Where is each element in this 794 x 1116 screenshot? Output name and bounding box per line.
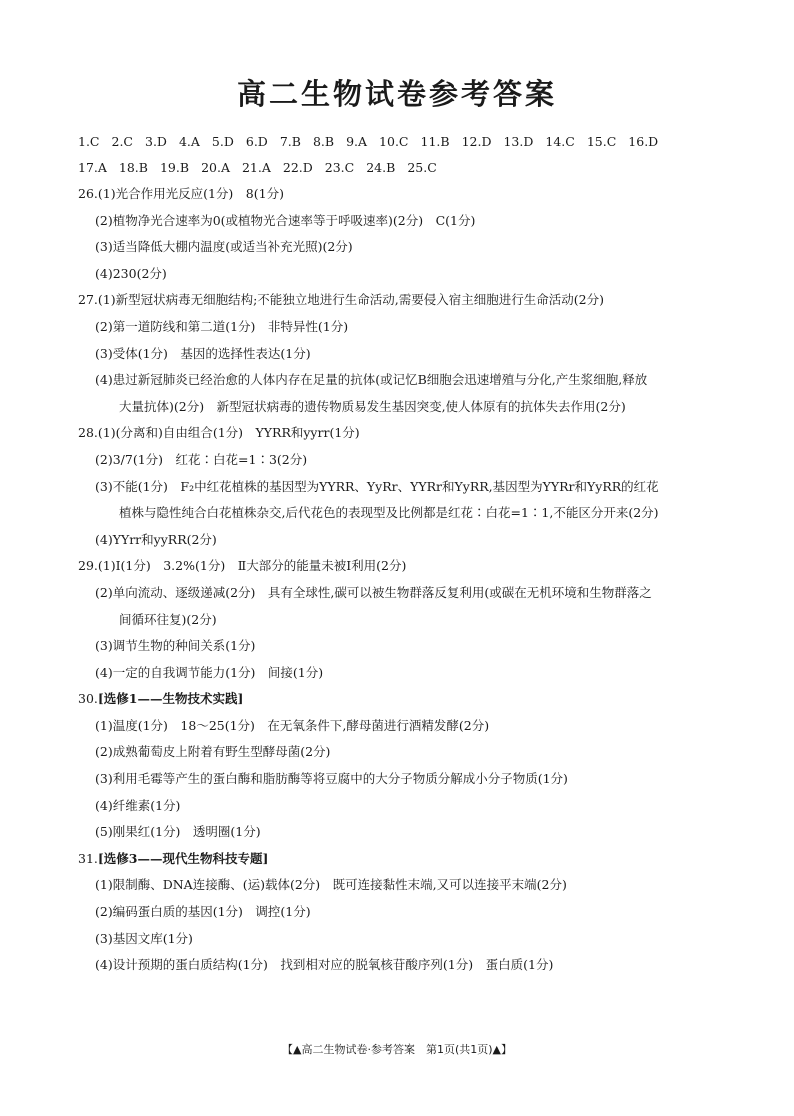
answer-line: (4)纤维素(1分)	[95, 797, 181, 813]
answer-line: (4)一定的自我调节能力(1分) 间接(1分)	[95, 664, 324, 680]
question-27	[78, 287, 738, 420]
mc-answer: 12.D	[461, 134, 492, 149]
mc-answer: 20.A	[201, 160, 230, 175]
answer-line: (3)受体(1分) 基因的选择性表达(1分)	[95, 345, 311, 361]
answer-line: (3)利用毛霉等产生的蛋白酶和脂肪酶等将豆腐中的大分子物质分解成小分子物质(1分)	[95, 771, 568, 787]
mc-answer: 7.B	[279, 134, 301, 149]
mc-answer: 18.B	[118, 160, 148, 175]
mc-answer: 5.D	[211, 134, 234, 149]
answer-line: (4)230(2分)	[95, 265, 167, 281]
answer-line: (3)不能(1分) F₂中红花植株的基因型为YYRR、YyRr、YYRr和YyRR,基因型为YYRr和YyRR的红花	[95, 478, 659, 494]
page-title: 高二生物试卷参考答案	[236, 77, 557, 111]
answer-line-continued: 间循环往复)(2分)	[119, 611, 217, 627]
mc-answer: 15.C	[586, 134, 617, 149]
mc-answer: 11.B	[420, 134, 450, 149]
mc-answer: 17.A	[78, 160, 107, 175]
mc-answer: 9.A	[346, 134, 368, 149]
mc-answer: 3.D	[145, 134, 167, 149]
answer-line: (4)患过新冠肺炎已经治愈的人体内存在足量的抗体(或记忆B细胞会迅速增殖与分化,产生浆细胞,释放	[95, 372, 648, 388]
mc-answer: 13.D	[503, 134, 534, 149]
answer-line: (2)编码蛋白质的基因(1分) 调控(1分)	[95, 904, 311, 920]
mc-answer: 19.B	[159, 160, 190, 175]
mc-answer: 22.D	[282, 160, 313, 175]
answer-line: (5)刚果红(1分) 透明圈(1分)	[95, 824, 261, 840]
question-number: 30.	[78, 691, 98, 707]
mc-answer: 6.D	[245, 134, 268, 149]
answer-line: 27.(1)新型冠状病毒无细胞结构;不能独立地进行生命活动,需要侵入宿主细胞进行生命活动(2分)	[78, 292, 604, 308]
answer-line: 29.(1)Ⅰ(1分) 3.2%(1分) Ⅱ大部分的能量未被Ⅰ利用(2分)	[78, 558, 407, 574]
question-number: 31.	[78, 850, 98, 866]
answer-line: (1)温度(1分) 18～25(1分) 在无氧条件下,酵母菌进行酒精发酵(2分)	[95, 717, 490, 733]
multiple-choice-row-1	[78, 134, 738, 149]
answer-line: (2)第一道防线和第二道(1分) 非特异性(1分)	[95, 318, 349, 334]
section-heading	[78, 846, 738, 873]
mc-answer: 21.A	[241, 160, 271, 175]
answer-line: 28.(1)(分离和)自由组合(1分) YYRR和yyrr(1分)	[78, 425, 360, 441]
section-heading	[78, 686, 738, 713]
multiple-choice-row-2	[78, 160, 738, 175]
mc-answer: 14.C	[545, 134, 575, 149]
answer-line: (1)限制酶、DNA连接酶、(运)载体(2分) 既可连接黏性末端,又可以连接平末端(2分)	[95, 877, 567, 893]
answer-line: (4)YYrr和yyRR(2分)	[95, 531, 217, 547]
page-footer: 【▲高二生物试卷·参考答案 第1页(共1页)▲】	[282, 1043, 512, 1056]
answer-line: 26.(1)光合作用光反应(1分) 8(1分)	[78, 186, 284, 201]
answer-line: (2)成熟葡萄皮上附着有野生型酵母菌(2分)	[95, 744, 331, 760]
mc-answer: 2.C	[111, 134, 133, 149]
mc-answer: 16.D	[628, 134, 659, 149]
question-26	[78, 181, 738, 287]
answers-body	[78, 181, 738, 979]
mc-answer: 10.C	[379, 134, 409, 149]
section-heading-text: [选修1——生物技术实践]	[97, 691, 244, 707]
answer-line-continued: 大量抗体)(2分) 新型冠状病毒的遗传物质易发生基因突变,使人体原有的抗体失去作用(2分)	[119, 398, 626, 414]
answer-line: (3)调节生物的种间关系(1分)	[95, 638, 256, 654]
answer-line: (2)植物净光合速率为0(或植物光合速率等于呼吸速率)(2分) C(1分)	[95, 212, 476, 228]
mc-answer: 23.C	[324, 160, 355, 175]
question-31	[78, 846, 738, 979]
answer-line: (2)3/7(1分) 红花∶白花=1∶3(2分)	[95, 451, 308, 467]
mc-answer: 4.A	[178, 134, 200, 149]
mc-answer: 24.B	[366, 160, 396, 175]
answer-line-continued: 植株与隐性纯合白花植株杂交,后代花色的表现型及比例都是红花∶白花=1∶1,不能区分开来(2分)	[119, 505, 659, 521]
section-heading-text: [选修3——现代生物科技专题]	[97, 850, 269, 866]
mc-answer: 8.B	[312, 134, 335, 149]
answer-line: (3)基因文库(1分)	[95, 930, 193, 946]
mc-answer: 1.C	[78, 134, 100, 149]
question-30	[78, 686, 738, 846]
mc-answer: 25.C	[407, 160, 437, 175]
answer-line: (3)适当降低大棚内温度(或适当补充光照)(2分)	[95, 239, 353, 255]
answer-line: (2)单向流动、逐级递减(2分) 具有全球性,碳可以被生物群落反复利用(或碳在无机环境和生物群落之	[95, 584, 652, 600]
answer-line: (4)设计预期的蛋白质结构(1分) 找到相对应的脱氧核苷酸序列(1分) 蛋白质(1分)	[95, 957, 554, 973]
question-28	[78, 420, 738, 553]
question-29	[78, 553, 738, 686]
